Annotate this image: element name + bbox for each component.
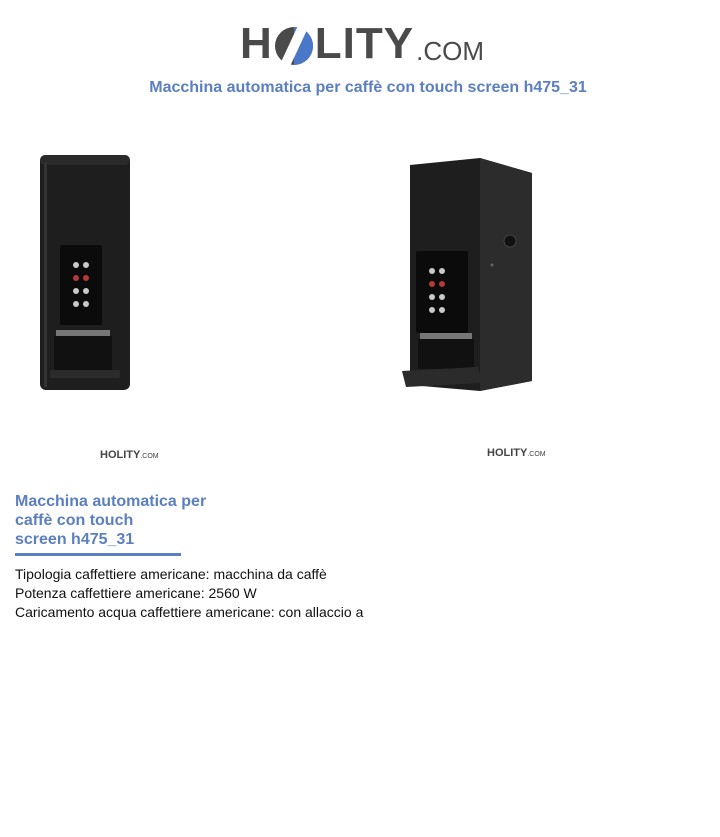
watermark-text: HOLITY (487, 447, 528, 459)
product-title (15, 492, 215, 549)
title-underline (15, 553, 181, 556)
product-specs (15, 565, 375, 622)
product-title-line: Macchina automatica per (15, 493, 207, 510)
product-title-line: screen h475_31 (15, 531, 135, 548)
spec-line: Caricamento acqua caffettiere americane: con allaccio a (15, 604, 364, 620)
site-logo[interactable] (240, 14, 484, 66)
watermark-com: .COM (527, 451, 546, 458)
logo-text-com: .COM (416, 36, 484, 66)
watermark-com: .COM (140, 453, 159, 460)
logo-o-icon (274, 26, 314, 66)
watermark-text: HOLITY (100, 449, 141, 461)
product-image-front[interactable] (28, 150, 140, 395)
spec-line: Potenza caffettiere americane: 2560 W (15, 585, 257, 601)
image-watermark (487, 448, 546, 459)
product-image-side[interactable] (398, 153, 538, 396)
spec-line: Tipologia caffettiere americane: macchina da caffè (15, 566, 327, 582)
page-title: Macchina automatica per caffè con touch screen h475_31 (149, 79, 587, 96)
image-watermark (100, 450, 159, 461)
logo-text-h: H (240, 19, 273, 68)
product-title-line: caffè con touch (15, 512, 134, 529)
logo-text-lity: LITY (314, 19, 415, 68)
